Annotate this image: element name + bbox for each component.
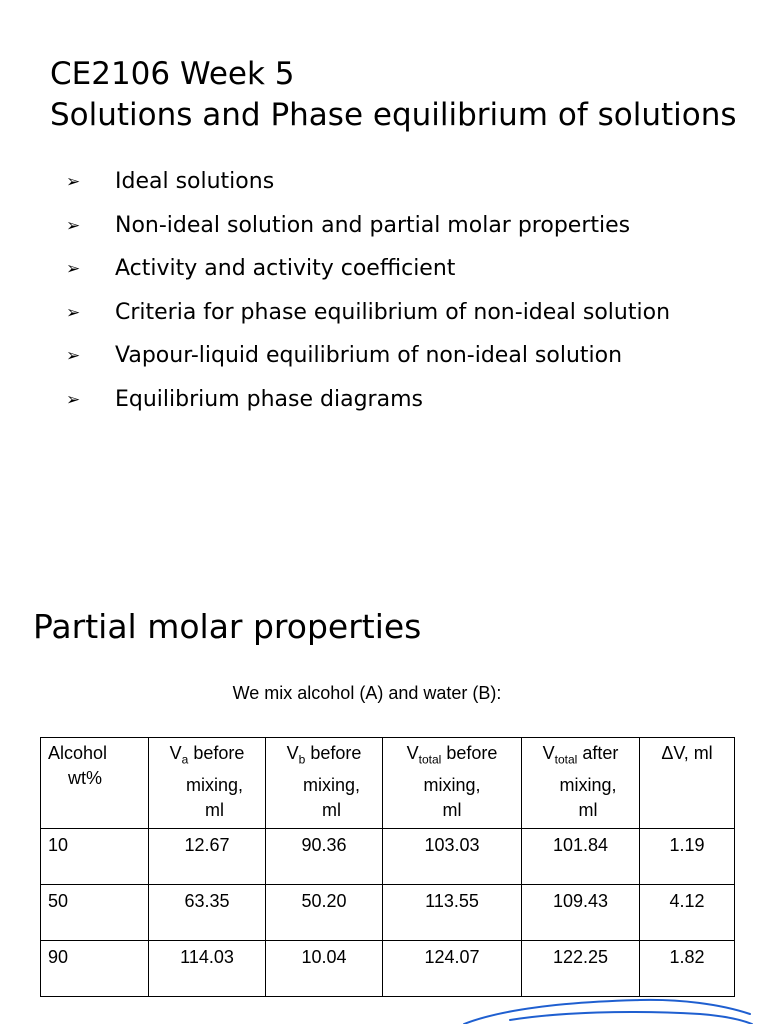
table-row <box>41 885 735 941</box>
cell-alcohol-wt: 50 <box>41 885 149 941</box>
table-row <box>41 829 735 885</box>
cell-vb: 10.04 <box>266 941 383 997</box>
list-item-text: Equilibrium phase diagrams <box>115 386 423 412</box>
topic-list <box>66 162 670 423</box>
header-delta-v: ΔV, ml <box>640 738 735 829</box>
cell-vb: 50.20 <box>266 885 383 941</box>
table-row <box>41 941 735 997</box>
cell-delta-v: 4.12 <box>640 885 735 941</box>
arrow-bullet-icon: ➢ <box>66 172 81 192</box>
header-vtotal-after: $V_{total}$ after mixing, ml <box>522 738 640 829</box>
mixing-volume-table <box>40 737 735 997</box>
header-vtotal-before: $V_{total}$ before mixing, ml <box>383 738 522 829</box>
cell-vtotal-before: 103.03 <box>383 829 522 885</box>
section-title: Partial molar properties <box>33 607 422 646</box>
cell-va: 114.03 <box>149 941 266 997</box>
cell-vtotal-before: 113.55 <box>383 885 522 941</box>
list-item-text: Activity and activity coefficient <box>115 256 456 281</box>
slide-title <box>50 54 737 136</box>
title-line-1: CE2106 Week 5 <box>50 56 295 92</box>
cell-delta-v: 1.19 <box>640 829 735 885</box>
table-caption: We mix alcohol (A) and water (B): <box>232 683 502 703</box>
cell-vtotal-after: 109.43 <box>522 885 640 941</box>
cell-delta-v: 1.82 <box>640 941 735 997</box>
list-item <box>66 380 670 424</box>
title-line-2: Solutions and Phase equilibrium of solutions <box>50 97 737 133</box>
list-item-text: Criteria for phase equilibrium of non-ideal solution <box>115 299 671 325</box>
arrow-bullet-icon: ➢ <box>66 259 81 279</box>
header-va-before: $V_a$ before mixing, ml <box>149 738 266 829</box>
list-item-text: Non-ideal solution and partial molar properties <box>115 212 631 238</box>
handwritten-ink-stroke <box>430 990 768 1024</box>
cell-vtotal-after: 101.84 <box>522 829 640 885</box>
arrow-bullet-icon: ➢ <box>66 215 81 236</box>
list-item <box>66 249 670 293</box>
cell-va: 63.35 <box>149 885 266 941</box>
cell-vtotal-before: 124.07 <box>383 941 522 997</box>
table-header-row <box>41 738 735 829</box>
cell-alcohol-wt: 90 <box>41 941 149 997</box>
list-item <box>66 162 670 206</box>
list-item-text: Ideal solutions <box>115 169 275 194</box>
list-item <box>66 206 670 250</box>
header-alcohol-wt: Alcohol wt% <box>41 738 149 829</box>
header-vb-before: $V_b$ before mixing, ml <box>266 738 383 829</box>
cell-vtotal-after: 122.25 <box>522 941 640 997</box>
arrow-bullet-icon: ➢ <box>66 389 81 410</box>
cell-alcohol-wt: 10 <box>41 829 149 885</box>
cell-vb: 90.36 <box>266 829 383 885</box>
list-item <box>66 336 670 380</box>
cell-va: 12.67 <box>149 829 266 885</box>
arrow-bullet-icon: ➢ <box>66 346 81 366</box>
arrow-bullet-icon: ➢ <box>66 302 81 323</box>
list-item-text: Vapour-liquid equilibrium of non-ideal solution <box>115 343 623 368</box>
list-item <box>66 293 670 337</box>
